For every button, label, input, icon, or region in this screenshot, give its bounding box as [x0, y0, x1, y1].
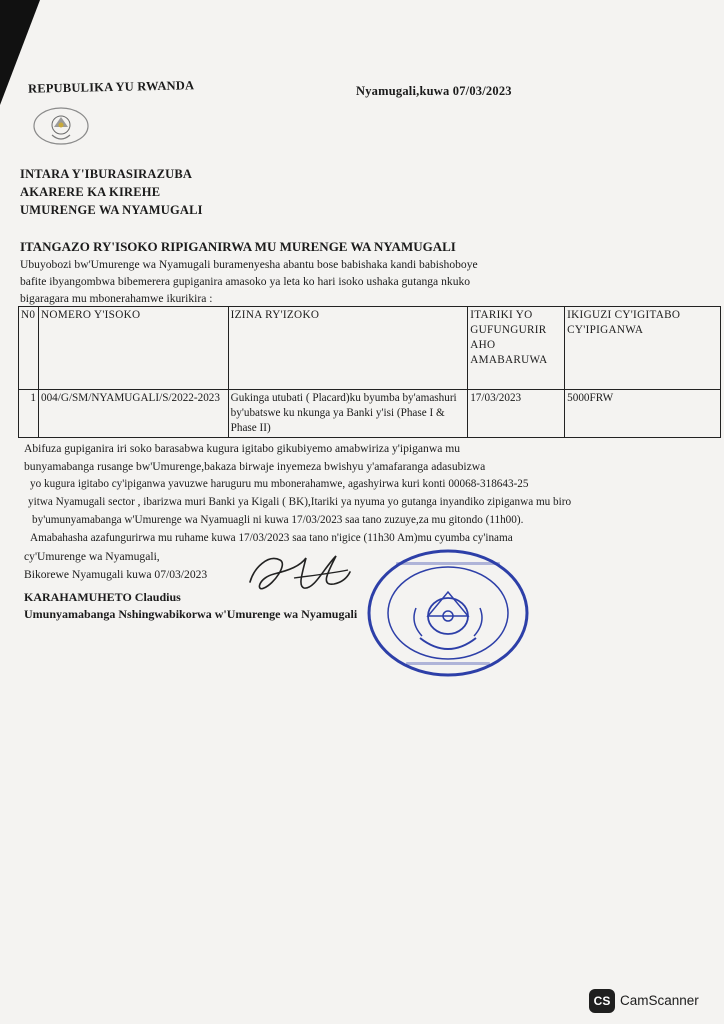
col-header-no: N0 — [19, 307, 39, 390]
cell-opening-date: 17/03/2023 — [468, 390, 565, 438]
country-heading: REPUBULIKA YU RWANDA — [27, 78, 195, 96]
cell-name: Gukinga utubati ( Placard)ku byumba by'amashuri by'ubatswe ku nkunga ya Banki y'isi (Phase I & Phase II) — [228, 390, 468, 438]
intro-line-3: bigaragara mu mbonerahamwe ikurikira : — [20, 292, 213, 305]
rwanda-coat-of-arms-icon — [30, 105, 92, 152]
body-line-6: Amabahasha azafungurirwa mu ruhame kuwa 17/03/2023 saa tano n'igice (11h30 Am)mu cyumba cy'inama — [30, 532, 513, 544]
province-heading: INTARA Y'IBURASIRAZUBA — [20, 167, 193, 181]
intro-line-1: Ubuyobozi bw'Umurenge wa Nyamugali buramenyesha abantu bose babishaka kandi babishoboye — [20, 258, 478, 271]
official-stamp — [366, 548, 531, 683]
body-line-7: cy'Umurenge wa Nyamugali, — [24, 550, 160, 563]
cell-number: 004/G/SM/NYAMUGALI/S/2022-2023 — [38, 390, 228, 438]
table-header-row — [19, 307, 721, 390]
body-line-3: yo kugura igitabo cy'ipiganwa yavuzwe haruguru mu mbonerahamwe, agashyirwa kuri konti 00068-318643-25 — [30, 478, 529, 490]
notice-title: ITANGAZO RY'ISOKO RIPIGANIRWA MU MURENGE WA NYAMUGALI — [20, 239, 456, 254]
body-line-2: bunyamabanga rusange bw'Umurenge,bakaza birwaje inyemeza bwishyu y'amafaranga adasubizwa — [24, 460, 486, 473]
camscanner-logo-icon: CS — [589, 989, 615, 1013]
body-line-8: Bikorewe Nyamugali kuwa 07/03/2023 — [24, 568, 208, 581]
body-line-1: Abifuza gupiganira iri soko barasabwa kugura igitabo gikubiyemo amabwiriza y'ipiganwa mu — [24, 442, 461, 455]
sector-heading: UMURENGE WA NYAMUGALI — [20, 203, 203, 217]
col-header-number: NOMERO Y'ISOKO — [38, 307, 228, 390]
body-line-4: yitwa Nyamugali sector , ibarizwa muri Banki ya Kigali ( BK),Itariki ya nyuma yo gutanga inyandiko zipiganwa mu biro — [28, 496, 572, 508]
signature — [244, 548, 354, 605]
tender-table — [18, 306, 721, 438]
cell-no: 1 — [19, 390, 39, 438]
body-line-5: by'umunyamabanga w'Umurenge wa Nyamuagli ni kuwa 17/03/2023 saa tano zuzuye,za mu gitondo (11h00). — [32, 514, 524, 526]
col-header-price: IKIGUZI CY'IGITABO CY'IPIGANWA — [565, 307, 721, 390]
place-date: Nyamugali,kuwa 07/03/2023 — [356, 84, 512, 98]
col-header-name: IZINA RY'IZOKO — [228, 307, 468, 390]
cell-price: 5000FRW — [565, 390, 721, 438]
district-heading: AKARERE KA KIREHE — [20, 185, 161, 199]
col-header-opening-date: ITARIKI YO GUFUNGURIR AHO AMABARUWA — [468, 307, 565, 390]
signatory-title: Umunyamabanga Nshingwabikorwa w'Umurenge wa Nyamugali — [24, 607, 358, 621]
table-row — [19, 390, 721, 438]
intro-line-2: bafite ibyangombwa bibemerera gupiganira amasoko ya leta ko hari isoko ushaka gutanga nkuko — [20, 275, 471, 288]
camscanner-watermark: CamScanner — [620, 993, 699, 1008]
signatory-name: KARAHAMUHETO Claudius — [24, 590, 181, 604]
